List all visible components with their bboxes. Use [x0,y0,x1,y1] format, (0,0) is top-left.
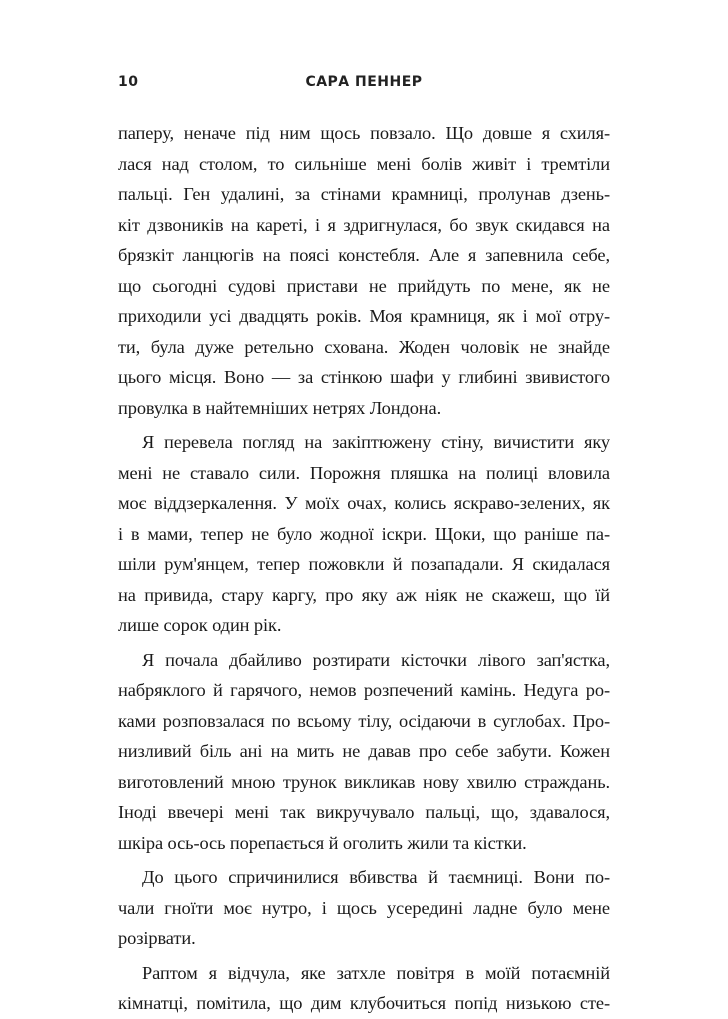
text-line: До цього спричинилися вбивства й таємниці. Вони по- [142,867,610,887]
text-line: що сьогодні судові пристави не прийдуть по мене, як не [118,275,610,296]
text-line: чали гноїти моє нутро, і щось усередині ладне було мене [118,897,610,918]
paragraph [118,862,610,954]
text-line: виготовлений мною трунок викликав нову хвилю страждань. [118,771,610,792]
text-line: Іноді ввечері мені так викручувало пальці, що, здавалося, [118,802,610,822]
text-line: пальці. Ген удалині, за стінами крамниці, пролунав дзень- [118,184,610,204]
text-line: кіт дзвоників на кареті, і я здригнулася, бо звук скидався на [118,214,610,235]
paragraph [118,427,610,641]
text-line: моє віддзеркалення. У моїх очах, колись яскраво-зелених, як [118,493,610,513]
text-line: шіли рум'янцем, тепер пожовкли й позападали. Я скидалася [118,554,610,574]
text-line: ти, була дуже ретельно схована. Жоден чоловік не знайде [118,336,610,357]
text-line: паперу, неначе під ним щось повзало. Що довше я схиля- [118,123,610,143]
text-line: набряклого й гарячого, немов розпечений камінь. Недуга ро- [118,680,610,700]
text-line: лася над столом, то сильніше мені болів живіт і тремтіли [118,153,610,174]
paragraph [118,958,610,1019]
text-line: і в мами, тепер не було жодної іскри. Щоки, що раніше па- [118,523,610,544]
text-line: кімнатці, помітила, що дим клубочиться попід низькою сте- [118,993,610,1013]
page-number: 10 [118,74,139,90]
text-line: мені не ставало сили. Порожня пляшка на полиці вловила [118,462,610,483]
text-line: шкіра ось-ось порепається й оголить жили та кістки. [118,832,527,853]
paragraph [118,118,610,423]
text-line: ками розповзалася по всьому тілу, осідаючи в суглобах. Про- [118,710,610,731]
text-line: лише сорок один рік. [118,615,282,635]
running-head [118,74,610,98]
text-line: брязкіт ланцюгів на поясі констебля. Але я запевнила себе, [118,245,610,265]
text-line: розірвати. [118,928,196,948]
text-line: Я перевела погляд на закіптюжену стіну, вичистити яку [142,432,610,452]
text-line: Я почала дбайливо розтирати кісточки лівого зап'ястка, [142,649,610,670]
paragraph [118,645,610,859]
text-line: Раптом я відчула, яке затхле повітря в моїй потаємній [142,962,610,983]
text-line: приходили усі двадцять років. Моя крамниця, як і мої отру- [118,306,610,326]
text-line: провулка в найтемніших нетрях Лондона. [118,397,442,418]
author-name: САРА ПЕННЕР [305,74,423,90]
body-text [118,118,610,1019]
text-line: низливий біль ані на мить не давав про себе забути. Кожен [118,741,610,761]
text-line: цього місця. Воно — за стінкою шафи у глибині звивистого [118,367,610,387]
text-line: на привида, стару каргу, про яку аж ніяк не скажеш, що їй [118,584,610,605]
